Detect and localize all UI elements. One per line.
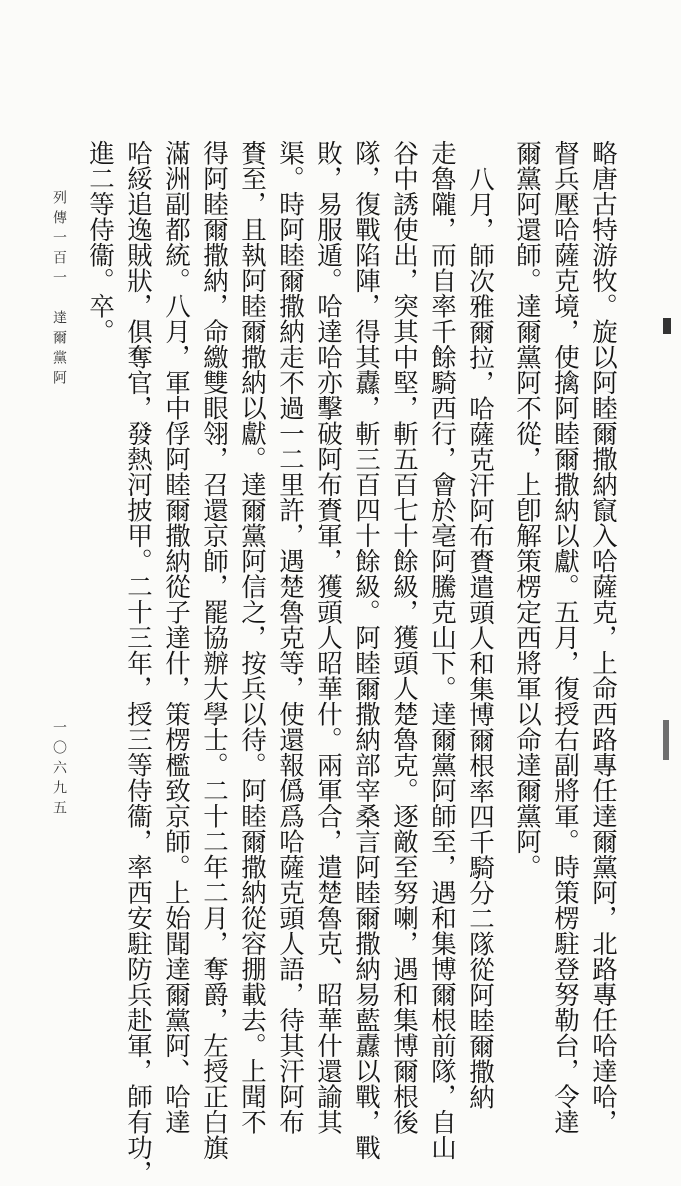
binding-mark-top: [663, 318, 671, 334]
text-column-14: 進二等侍衞。卒。: [85, 140, 115, 344]
text-column-10: 賚至，且執阿睦爾撒納以獻。達爾黨阿信之，按兵以待。阿睦爾撒納從容掤載去。上聞不: [237, 140, 267, 1135]
text-column-12: 滿洲副都統。八月，軍中俘阿睦爾撒納從子達什，策楞檻致京師。上始聞達爾黨阿、哈達: [161, 140, 191, 1135]
text-column-9: 渠。時阿睦爾撒納走不過一二里許，遇楚魯克等，使還報僞爲哈薩克頭人語，待其汗阿布: [275, 140, 305, 1135]
text-column-11: 得阿睦爾撒納，命繳雙眼翎，召還京師，罷協辦大學士。二十二年二月，奪爵，左授正白旗: [199, 140, 229, 1160]
text-column-5: 走魯隴，而自率千餘騎西行，會於亳阿騰克山下。達爾黨阿師至，遇和集博爾根前隊，自山: [427, 140, 457, 1160]
text-column-6: 谷中誘使出，突其中堅，斬五百七十餘級，獲頭人楚魯克。逐敵至努喇，遇和集博爾根後: [389, 140, 419, 1135]
text-column-2: 督兵壓哈薩克境，使擒阿睦爾撒納以獻。五月，復授右副將軍。時策楞駐登努勒台，令達: [550, 140, 580, 1135]
text-column-13: 哈綏追逸賊狀，俱奪官，發熱河披甲。二十三年，授三等侍衞，率西安駐防兵赴軍，師有功，: [123, 140, 153, 1186]
footer-chapter-title: 列傳一百一 達爾黨阿: [51, 190, 67, 390]
text-column-4: 八月，師次雅爾拉，哈薩克汗阿布賚遣頭人和集博爾根率四千騎分二隊從阿睦爾撒納: [465, 166, 495, 1110]
text-column-8: 敗，易服遁。哈達哈亦擊破阿布賚軍，獲頭人昭華什。兩軍合，遣楚魯克、昭華什還諭其: [313, 140, 343, 1135]
binding-mark-bottom: [663, 720, 669, 760]
footer-page-number: 一〇六九五: [51, 720, 67, 820]
text-column-7: 隊，復戰陷陣，得其纛，斬三百四十餘級。阿睦爾撒納部宰桑言阿睦爾撒納易藍纛以戰，戰: [351, 140, 381, 1160]
text-column-3: 爾黨阿還師。達爾黨阿不從，上卽解策楞定西將軍以命達爾黨阿。: [512, 140, 542, 880]
text-column-1: 略唐古特游牧。旋以阿睦爾撒納竄入哈薩克，上命西路專任達爾黨阿，北路專任哈達哈，: [588, 140, 618, 1135]
